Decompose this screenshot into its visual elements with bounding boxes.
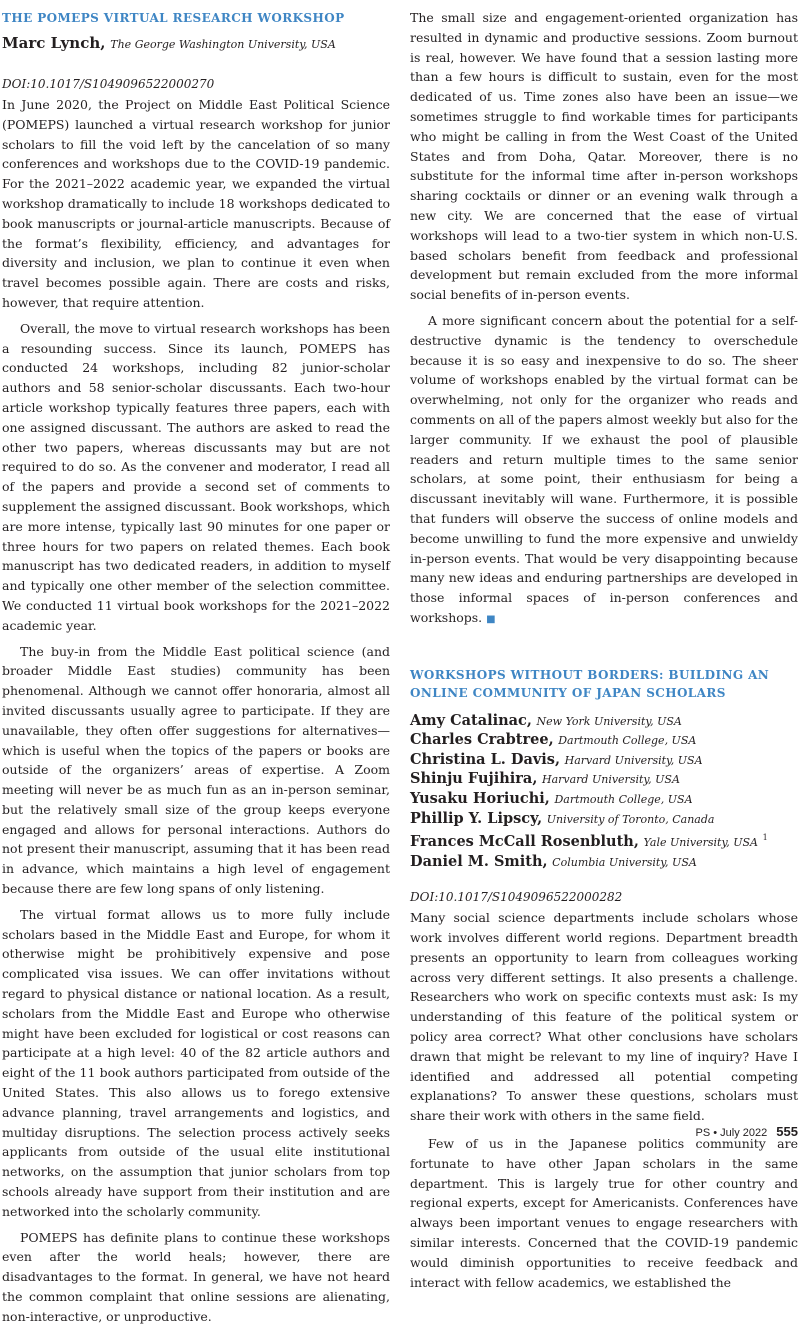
page-number: 555 <box>776 1124 798 1139</box>
section-title: WORKSHOPS WITHOUT BORDERS: BUILDING AN ONLINE COMMUNITY OF JAPAN SCHOLARS <box>410 667 770 700</box>
footnote-mark[interactable]: 1 <box>762 833 768 843</box>
end-mark-icon: ■ <box>486 613 496 625</box>
author-entry <box>410 829 798 852</box>
author-name: Yusaku Horiuchi, <box>410 790 550 808</box>
paragraph-text: A more significant concern about the potential for a self-destructive dynamic is the tendency to overschedule because it is so easy and inexpensive to do so. The sheer volume of workshops enabled by the virtual format can be overwhelming, not only for the organizer who reads and comments on all of the papers almost weekly but also for the larger community. If we exhaust the pool of plausible readers and return multiple times to the same senior scholars, at some point, their enthusiasm for being a discussant inevitably will wane. Furthermore, it is possible that funders will observe the success of online models and become unwilling to fund the more expensive and unwieldy in-person events. That would be very disappointing because many new ideas and enduring partnerships are developed in those informal spaces of in-person conferences and workshops. <box>410 312 798 625</box>
right-column <box>410 8 798 1292</box>
author-list <box>410 712 798 873</box>
paragraph-with-end-mark <box>410 311 798 630</box>
author-name: Daniel M. Smith, <box>410 852 548 870</box>
author-name: Frances McCall Rosenbluth, <box>410 833 639 851</box>
author-entry <box>410 790 798 810</box>
paragraph: The virtual format allows us to more fully include scholars based in the Middle East and Europe, for whom it otherwise might be prohibitively expensive and pose complicated visa issues. We can offer invitations without regard to physical distance or national location. As a result, scholars from the Middle East and Europe who otherwise might have been excluded for logistical or cost reasons can participate at a high level: 40 of the 82 article authors and eight of the 11 book authors participated from outside of the United States. This also allows us to forego extensive advance planning, travel arrangements and logistics, and multiday disruptions. The selection process actively seeks applicants from outside of the usual elite institutional networks, on the assumption that junior scholars from top schools already have support from their institution and are networked into the scholarly community. <box>2 906 390 1219</box>
author-affiliation: The George Washington University, USA <box>110 38 336 51</box>
paragraph: In June 2020, the Project on Middle East Political Science (POMEPS) launched a virtual research workshop for junior scholars to fill the void left by the cancelation of so many conferences and workshops due to the COVID-19 pandemic. For the 2021–2022 academic year, we expanded the virtual workshop dramatically to include 18 workshops dedicated to book manuscripts or journal-article manuscripts. Because of the format’s flexibility, efficiency, and advantages for diversity and inclusion, we plan to continue it even when travel becomes possible again. There are costs and risks, however, that require attention. <box>2 97 390 310</box>
paragraph: The small size and engagement-oriented organization has resulted in dynamic and productive sessions. Zoom burnout is real, however. We have found that a session lasting more than a few hours is difficult to sustain, even for the most dedicated of us. Time zones also have been an issue—we sometimes struggle to find workable times for participants who might be calling in from the West Coast of the United States and from Doha, Qatar. Moreover, there is no substitute for the informal time after in-person workshops sharing cocktails or dinner or an evening walk through a new city. We are concerned that the ease of virtual workshops will lead to a two-tier system in which non-U.S. based scholars benefit from feedback and professional development but remain excluded from the more informal social benefits of in-person events. <box>410 10 798 303</box>
author-affiliation: Harvard University, USA <box>541 773 680 787</box>
author-name: Christina L. Davis, <box>410 750 560 768</box>
author-entry <box>410 712 798 732</box>
doi: DOI:10.1017/S1049096522000282 <box>410 890 623 905</box>
left-column <box>2 10 390 1327</box>
author-name: Amy Catalinac, <box>410 711 532 729</box>
author-affiliation: Harvard University, USA <box>564 753 703 767</box>
author-affiliation: New York University, USA <box>536 714 682 728</box>
paragraph: POMEPS has definite plans to continue these workshops even after the world heals; however, there are disadvantages to the format. In general, we have not heard the common complaint that online sessions are alienating, non-interactive, or unproductive. <box>2 1229 390 1324</box>
doi: DOI:10.1017/S1049096522000270 <box>2 77 215 91</box>
paragraph: Many social science departments include scholars whose work involves different world regions. Department breadth presents an opportunity to learn from colleagues working across very different settings. It also presents a challenge. Researchers who work on specific contexts must ask: Is my understanding of this feature of the political system or policy area correct? What other conclusions have scholars drawn that might be relevant to my line of inquiry? Have I identified and addressed all potential competing explanations? To answer these questions, scholars must share their work with others in the same field. <box>410 910 798 1124</box>
author-entry <box>410 751 798 771</box>
section-title: THE POMEPS VIRTUAL RESEARCH WORKSHOP <box>2 11 345 25</box>
author-entry <box>410 810 798 830</box>
author-entry <box>410 853 798 873</box>
author-affiliation: Yale University, USA <box>643 836 758 850</box>
author-name: Phillip Y. Lipscy, <box>410 809 543 827</box>
paragraph: The buy-in from the Middle East political science (and broader Middle East studies) community has been phenomenal. Although we cannot offer honoraria, almost all invited discussants usually agree to participate. If they are unavailable, they often offer suggestions for alternatives—which is useful when the topics of the papers or books are outside of the organizers’ areas of expertise. A Zoom meeting will never be as much fun as an in-person seminar, but the relatively small size of the group keeps everyone engaged and allows for personal interactions. Authors do not present their manuscript, assuming that it has been read in advance, which maintains a high level of engagement because there are few long spans of only listening. <box>2 643 390 897</box>
author-name: Charles Crabtree, <box>410 731 554 749</box>
author-affiliation: Columbia University, USA <box>552 855 697 869</box>
author-name: Shinju Fujihira, <box>410 770 538 788</box>
page-footer <box>696 1124 799 1139</box>
author-affiliation: Dartmouth College, USA <box>554 793 693 807</box>
author-name: Marc Lynch, <box>2 34 106 52</box>
author-entry <box>410 731 798 751</box>
byline <box>2 33 390 55</box>
journal-issue: PS • July 2022 <box>695 1127 768 1139</box>
author-entry <box>410 770 798 790</box>
author-affiliation: Dartmouth College, USA <box>558 734 697 748</box>
paragraph: Overall, the move to virtual research workshops has been a resounding success. Since its launch, POMEPS has conducted 24 workshops, including 82 junior-scholar authors and 58 senior-scholar discussants. Each two-hour article workshop typically features three papers, each with one assigned discussant. The authors are asked to read the other two papers, whereas discussants may but are not required to do so. As the convener and moderator, I read all of the papers and provide a second set of comments to supplement the assigned discussant. Book workshops, which are more intense, typically last 90 minutes for one paper or three hours for two papers on related themes. Each book manuscript has two dedicated readers, in addition to myself and typically one other member of the selection committee. We conducted 11 virtual book workshops for the 2021–2022 academic year. <box>2 320 390 633</box>
author-affiliation: University of Toronto, Canada <box>546 812 715 826</box>
paragraph: Few of us in the Japanese politics community are fortunate to have other Japan scholars in the same department. This is largely true for other country and regional experts, except for Americanists. Conferences have always been important venues to engage researchers with similar interests. Concerned that the COVID-19 pandemic would diminish opportunities to receive feedback and interact with fellow academics, we established the <box>410 1136 798 1290</box>
